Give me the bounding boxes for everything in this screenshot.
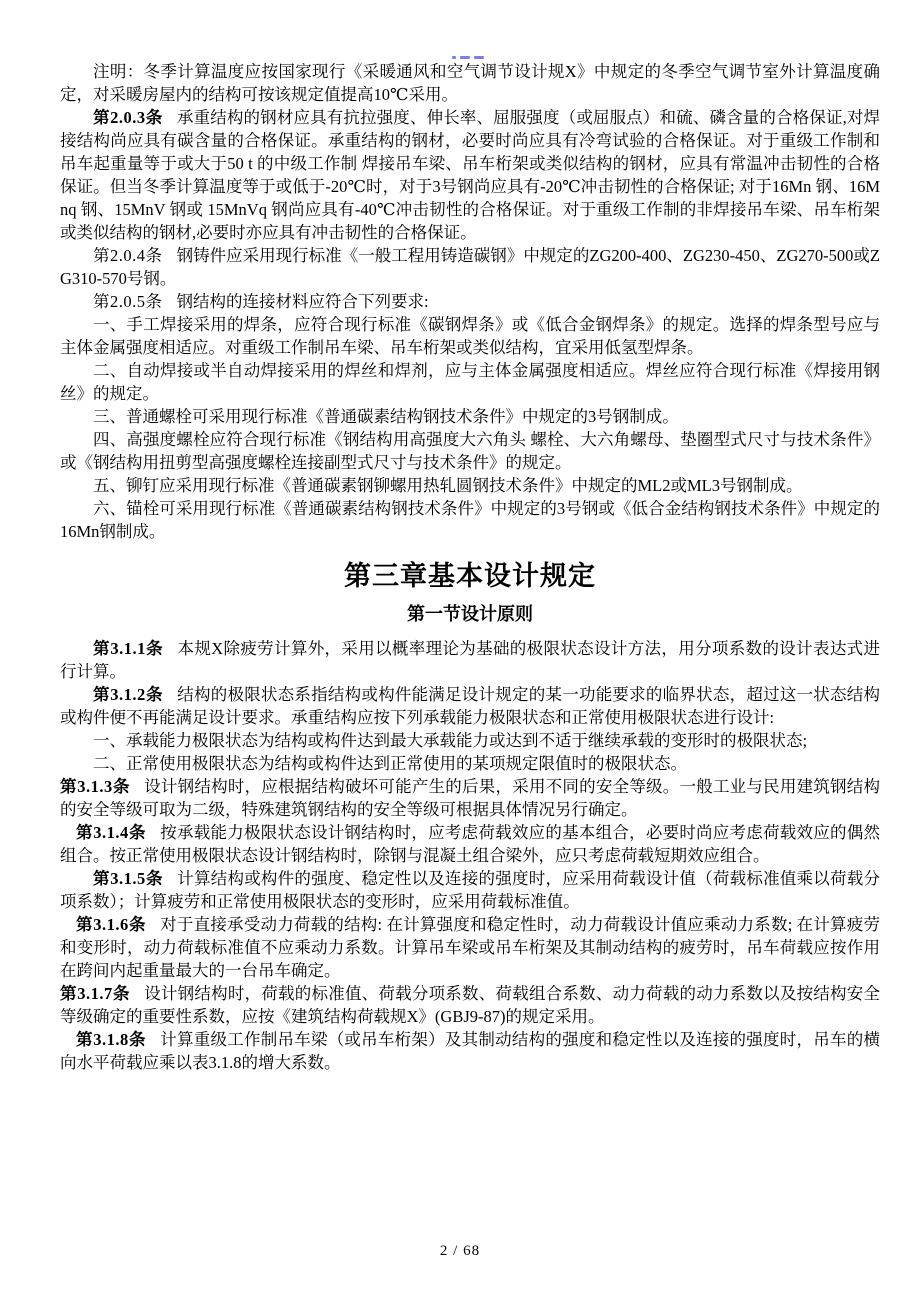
clause-number: 第3.1.2条 xyxy=(93,685,164,704)
paragraph-text: 三、普通螺栓可采用现行标准《普通碳素结构钢技术条件》中规定的3号钢制成。 xyxy=(93,407,679,426)
clause-3-1-8 xyxy=(60,1028,880,1074)
note-paragraph xyxy=(60,60,880,106)
list-item-limit-state-1 xyxy=(60,729,880,752)
document-body xyxy=(60,60,880,1074)
clause-number: 第3.1.4条 xyxy=(76,823,147,842)
paragraph-text: 计算结构或构件的强度、稳定性以及连接的强度时，应采用荷载设计值（荷载标准值乘以荷载分项系数）；计算疲劳和正常使用极限状态的变形时，应采用荷载标准值。 xyxy=(60,869,881,911)
paragraph-text: 对于直接承受动力荷载的结构: 在计算强度和稳定性时，动力荷载设计值应乘动力系数; 在计算疲劳和变形时，动力荷载标准值不应乘动力系数。计算吊车梁或吊车桁架及其制动结构的疲劳时，吊车荷载应按作用在跨间内起重量最大的一台吊车确定。 xyxy=(60,915,880,980)
clause-2-0-3 xyxy=(60,106,880,244)
clause-number: 第3.1.5条 xyxy=(93,869,164,888)
clause-number: 第3.1.8条 xyxy=(76,1030,147,1049)
clause-number: 第3.1.7条 xyxy=(60,984,131,1003)
paragraph-text: 结构的极限状态系指结构或构件能满足设计规定的某一功能要求的临界状态，超过这一状态结构或构件便不再能满足设计要求。承重结构应按下列承载能力极限状态和正常使用极限状态进行设计: xyxy=(60,685,881,727)
clause-2-0-4 xyxy=(60,244,880,290)
paragraph-text: 计算重级工作制吊车梁（或吊车桁架）及其制动结构的强度和稳定性以及连接的强度时，吊车的横向水平荷载应乘以表3.1.8的增大系数。 xyxy=(60,1030,881,1072)
clause-2-0-5 xyxy=(60,290,880,313)
paragraph-text: 二、自动焊接或半自动焊接采用的焊丝和焊剂，应与主体金属强度相适应。焊丝应符合现行标准《焊接用钢丝》的规定。 xyxy=(60,361,880,403)
paragraph-text: 钢结构的连接材料应符合下列要求: xyxy=(176,292,429,311)
clause-number: 第2.0.5条 xyxy=(93,292,163,311)
paragraph-text: 本规X除疲劳计算外，采用以概率理论为基础的极限状态设计方法，用分项系数的设计表达式进行计算。 xyxy=(60,639,880,681)
paragraph-text: 四、高强度螺栓应符合现行标准《钢结构用高强度大六角头 螺栓、大六角螺母、垫圈型式尺寸与技术条件》或《钢结构用扭剪型高强度螺栓连接副型式尺寸与技术条件》的规定。 xyxy=(60,430,880,472)
paragraph-text: 注明：冬季计算温度应按国家现行《采暖通风和空气调节设计规X》中规定的冬季空气调节室外计算温度确定，对采暖房屋内的结构可按该规定值提高10℃采用。 xyxy=(60,62,880,104)
paragraph-text: 一、承载能力极限状态为结构或构件达到最大承载能力或达到不适于继续承载的变形时的极限状态; xyxy=(93,731,808,750)
list-item-6 xyxy=(60,497,880,543)
list-item-4 xyxy=(60,428,880,474)
page-number: 2 / 68 xyxy=(439,1243,481,1259)
paragraph-text: 一、手工焊接采用的焊条，应符合现行标准《碳钢焊条》或《低合金钢焊条》的规定。选择的焊条型号应与主体金属强度相适应。对重级工作制吊车梁、吊车桁架或类似结构，宜采用低氢型焊条。 xyxy=(60,315,880,357)
dash-segment xyxy=(474,56,484,59)
section-title: 第一节设计原则 xyxy=(407,604,533,624)
clause-number: 第3.1.3条 xyxy=(60,777,131,796)
clause-number: 第3.1.1条 xyxy=(93,639,164,658)
clause-3-1-5 xyxy=(60,867,880,913)
list-item-1 xyxy=(60,313,880,359)
clause-3-1-1 xyxy=(60,637,880,683)
dash-segment xyxy=(452,56,456,59)
dash-segment xyxy=(460,56,470,59)
paragraph-text: 钢铸件应采用现行标准《一般工程用铸造碳钢》中规定的ZG200-400、ZG230-450、ZG270-500或ZG310-570号钢。 xyxy=(60,246,881,288)
clause-3-1-3 xyxy=(60,775,880,821)
clause-number: 第3.1.6条 xyxy=(76,915,147,934)
paragraph-text: 五、铆钉应采用现行标准《普通碳素钢铆螺用热轧圆钢技术条件》中规定的ML2或ML3号钢制成。 xyxy=(93,476,803,495)
list-item-2 xyxy=(60,359,880,405)
list-item-3 xyxy=(60,405,880,428)
clause-3-1-7 xyxy=(60,982,880,1028)
clause-3-1-2 xyxy=(60,683,880,729)
clause-3-1-4 xyxy=(60,821,880,867)
paragraph-text: 设计钢结构时，应根据结构破坏可能产生的后果，采用不同的安全等级。一般工业与民用建筑钢结构的安全等级可取为二级，特殊建筑钢结构的安全等级可根据具体情况另行确定。 xyxy=(60,777,881,819)
list-item-5 xyxy=(60,474,880,497)
clause-3-1-6 xyxy=(60,913,880,982)
list-item-limit-state-2 xyxy=(60,752,880,775)
paragraph-text: 二、正常使用极限状态为结构或构件达到正常使用的某项规定限值时的极限状态。 xyxy=(93,754,687,773)
clause-number: 第2.0.3条 xyxy=(93,108,163,127)
clause-number: 第2.0.4条 xyxy=(93,246,163,265)
paragraph-text: 设计钢结构时，荷载的标准值、荷载分项系数、荷载组合系数、动力荷载的动力系数以及按结构安全等级确定的重要性系数，应按《建筑结构荷载规X》(GBJ9-87)的规定采用。 xyxy=(60,984,881,1026)
chapter-title: 第三章基本设计规定 xyxy=(344,561,596,591)
dashed-marker-icon xyxy=(452,56,484,59)
paragraph-text: 承重结构的钢材应具有抗拉强度、伸长率、屈服强度（或屈服点）和硫、磷含量的合格保证,对焊接结构尚应具有碳含量的合格保证。承重结构的钢材，必要时尚应具有冷弯试验的合格保证。对于重级工作制和吊车起重量等于或大于50 t 的中级工作制 焊接吊车梁、吊车桁架或类似结构的钢材，应具有常温冲击韧性的合格保证。但当冬季计算温度等于或低于-20℃时，对于3号钢尚应具有-20℃冲击韧性的合格保证; 对于16Mn 钢、16Mnq 钢、15MnV 钢或 15MnVq 钢尚应具有-40℃冲击韧性的合格保证。对于重级工作制的非焊接吊车梁、吊车桁架或类似结构的钢材,必要时亦应具有冲击韧性的合格保证。 xyxy=(60,108,881,242)
paragraph-text: 六、锚栓可采用现行标准《普通碳素结构钢技术条件》中规定的3号钢或《低合金结构钢技术条件》中规定的16Mn钢制成。 xyxy=(60,499,880,541)
paragraph-text: 按承载能力极限状态设计钢结构时，应考虑荷载效应的基本组合，必要时尚应考虑荷载效应的偶然组合。按正常使用极限状态设计钢结构时，除钢与混凝土组合梁外，应只考虑荷载短期效应组合。 xyxy=(60,823,881,865)
